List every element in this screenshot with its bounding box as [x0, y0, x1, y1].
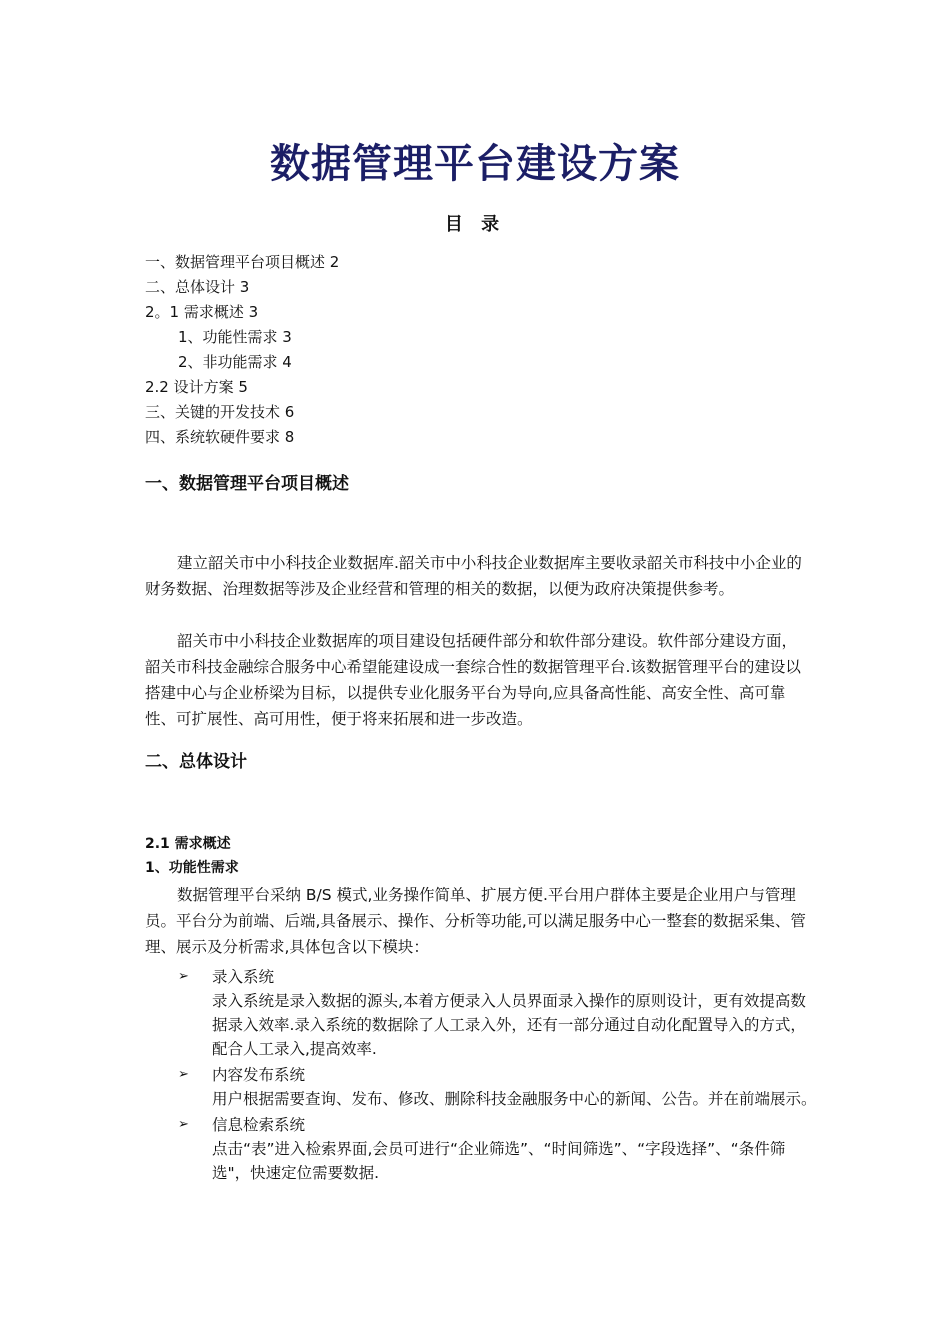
toc-heading: 目 录 [444, 214, 506, 235]
section2-heading: 二、总体设计 [145, 752, 247, 772]
module-title: 信息检索系统 [212, 1116, 306, 1134]
toc-entry[interactable]: 1、功能性需求 3 [178, 328, 292, 346]
section1-heading: 一、数据管理平台项目概述 [145, 474, 349, 494]
toc-entry[interactable]: 二、总体设计 3 [145, 278, 250, 296]
table-of-contents [145, 250, 845, 450]
document-title: 数据管理平台建设方案 [270, 140, 680, 187]
arrow-bullet-icon: ➢ [178, 969, 189, 984]
section1-paragraph-2: 韶关市中小科技企业数据库的项目建设包括硬件部分和软件部分建设。软件部分建设方面，韶关市科技金融综合服务中心希望能建设成一套综合性的数据管理平台.该数据管理平台的建设以搭建中心与企业桥梁为目标，以提供专业化服务平台为导向,应具备高性能、高安全性、高可靠性、可扩展性、高可用性，便于将来拓展和进一步改造。 [145, 632, 801, 728]
arrow-bullet-icon: ➢ [178, 1067, 189, 1082]
list-item [178, 1063, 818, 1111]
subsection-heading: 2.1 需求概述 [145, 836, 231, 852]
section1-paragraph-1: 建立韶关市中小科技企业数据库.韶关市中小科技企业数据库主要收录韶关市科技中小企业的财务数据、治理数据等涉及企业经营和管理的相关的数据，以便为政府决策提供参考。 [145, 554, 802, 598]
toc-entry[interactable]: 2.2 设计方案 5 [145, 378, 248, 396]
functional-requirements-intro: 数据管理平台采纳 B/S 模式,业务操作简单、扩展方便.平台用户群体主要是企业用户与管理员。平台分为前端、后端,具备展示、操作、分析等功能,可以满足服务中心一整套的数据采集、管理、展示及分析需求,具体包含以下模块： [145, 886, 806, 956]
toc-entry[interactable]: 2、非功能需求 4 [178, 353, 292, 371]
module-description: 点击“表”进入检索界面,会员可进行“企业筛选”、“时间筛选”、“字段选择”、“条件筛选"，快速定位需要数据. [212, 1140, 786, 1182]
module-list [178, 965, 818, 1185]
module-description: 录入系统是录入数据的源头,本着方便录入人员界面录入操作的原则设计，更有效提高数据录入效率.录入系统的数据除了人工录入外，还有一部分通过自动化配置导入的方式，配合人工录入,提高效率. [212, 992, 806, 1058]
toc-entry[interactable]: 一、数据管理平台项目概述 2 [145, 253, 340, 271]
module-title: 内容发布系统 [212, 1066, 306, 1084]
list-item [178, 1113, 818, 1185]
toc-entry[interactable]: 三、关键的开发技术 6 [145, 403, 295, 421]
arrow-bullet-icon: ➢ [178, 1117, 189, 1132]
module-title: 录入系统 [212, 968, 275, 986]
sub-subsection-heading: 1、功能性需求 [145, 860, 239, 876]
module-description: 用户根据需要查询、发布、修改、删除科技金融服务中心的新闻、公告。并在前端展示。 [212, 1090, 817, 1108]
toc-entry[interactable]: 2。1 需求概述 3 [145, 303, 259, 321]
list-item [178, 965, 818, 1061]
toc-entry[interactable]: 四、系统软硬件要求 8 [145, 428, 295, 446]
